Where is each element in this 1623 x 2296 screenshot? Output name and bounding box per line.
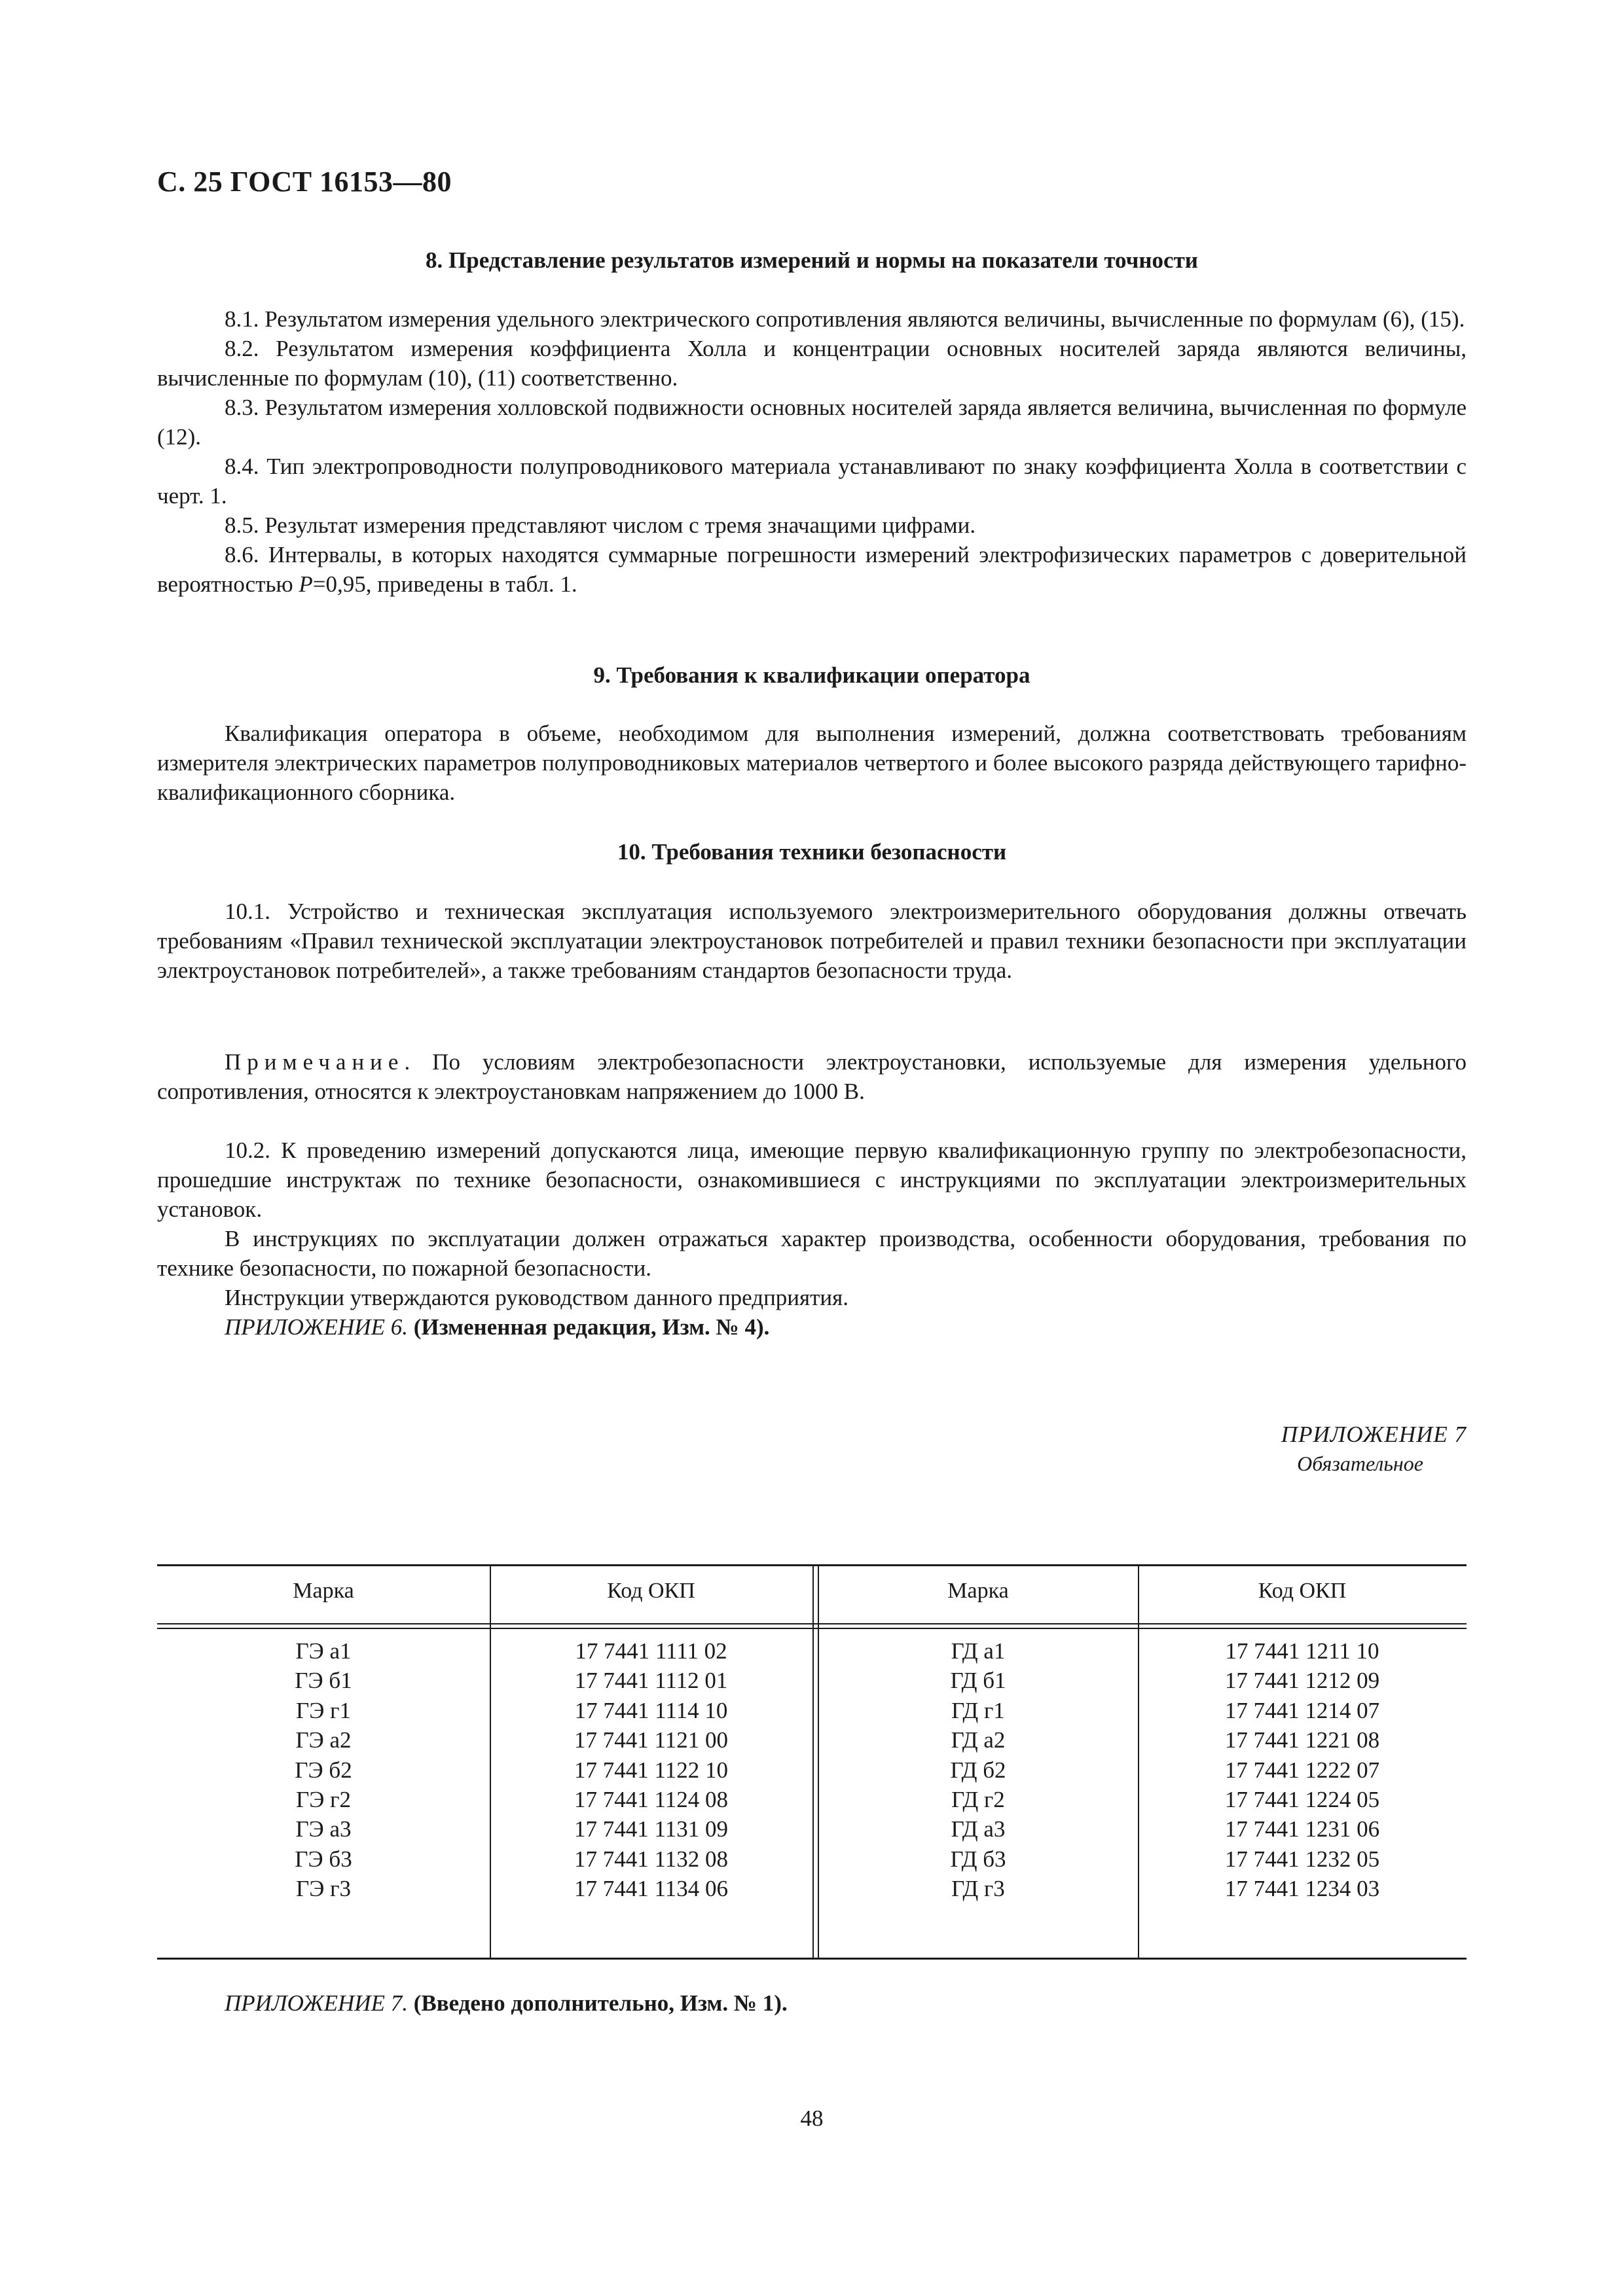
header-okp-right: Код ОКП xyxy=(1258,1579,1347,1603)
table-cell: 17 7441 1131 09 xyxy=(574,1816,728,1842)
paragraph-10-2: 10.2. К проведению измерений допускаются лица, имеющие первую квалификационную группу по электробезопасности, прошедшие инструктаж по технике безопасности, ознакомившиеся с инструкциями по эксплуатации электроизмерительных установок. xyxy=(157,1138,1467,1222)
paragraph-8-2: 8.2. Результатом измерения коэффициента Холла и концентрации основных носителей заряда являются величины, вычисленные по формулам (10), (11) соответственно. xyxy=(157,336,1467,391)
section-8-heading: 8. Представление результатов измерений и нормы на показатели точности xyxy=(426,247,1198,273)
table-cell: 17 7441 1124 08 xyxy=(574,1787,728,1813)
column-marks-right xyxy=(818,1636,1138,1904)
table-cell: 17 7441 1134 06 xyxy=(574,1876,728,1902)
appendix-7-footer xyxy=(157,1988,1467,2018)
section-9-heading: 9. Требования к квалификации оператора xyxy=(593,662,1030,688)
paragraph-8-4: 8.4. Тип электропроводности полупроводникового материала устанавливают по знаку коэффициента Холла в соответствии с черт. 1. xyxy=(157,454,1467,509)
table-cell: 17 7441 1231 06 xyxy=(1224,1816,1380,1842)
table-cell: 17 7441 1121 00 xyxy=(574,1727,728,1753)
table-cell: ГД г3 xyxy=(951,1876,1005,1902)
table-divider-2a xyxy=(812,1564,814,1960)
table-cell: 17 7441 1212 09 xyxy=(1224,1668,1380,1694)
paragraph-9-1: Квалификация оператора в объеме, необходимом для выполнения измерений, должна соответствовать требованиям измерителя электрических параметров полупроводниковых материалов четвертого и более высокого разряда действующего тарифно-квалификационного сборника. xyxy=(157,721,1467,805)
appendix-7-footer-label: ПРИЛОЖЕНИЕ 7. xyxy=(225,1990,408,2016)
column-codes-right xyxy=(1138,1636,1467,1904)
table-cell: 17 7441 1211 10 xyxy=(1225,1638,1379,1664)
running-header: С. 25 ГОСТ 16153—80 xyxy=(157,166,452,198)
appendix-6-label: ПРИЛОЖЕНИЕ 6. xyxy=(225,1314,408,1340)
appendix-7-note xyxy=(157,1988,1467,2018)
table-cell: ГЭ г2 xyxy=(296,1787,351,1813)
table-cell: 17 7441 1114 10 xyxy=(574,1697,728,1723)
section-9-body xyxy=(157,719,1467,807)
note-paragraph xyxy=(157,1047,1467,1106)
appendix-6-note xyxy=(157,1312,1467,1342)
paragraph-8-6 xyxy=(157,540,1467,599)
column-marks-left xyxy=(157,1636,490,1904)
table-cell: ГЭ а1 xyxy=(295,1638,352,1664)
appendix-6-text: (Измененная редакция, Изм. № 4). xyxy=(407,1314,770,1340)
table-cell: ГД б2 xyxy=(950,1757,1006,1783)
table-cell: 17 7441 1132 08 xyxy=(574,1846,728,1872)
note-label: Примечание xyxy=(225,1049,405,1075)
table-cell: 17 7441 1112 01 xyxy=(574,1668,728,1694)
table-cell: ГД б1 xyxy=(950,1668,1006,1694)
table-cell: ГЭ а2 xyxy=(295,1727,352,1753)
table-cell: 17 7441 1222 07 xyxy=(1224,1757,1380,1783)
table-cell: ГД г1 xyxy=(951,1697,1005,1723)
table-cell: 17 7441 1221 08 xyxy=(1224,1727,1380,1753)
table-cell: ГЭ г3 xyxy=(296,1876,351,1902)
section-10-body-1 xyxy=(157,897,1467,985)
paragraph-8-6-text-b: =0,95, приведены в табл. 1. xyxy=(312,571,577,597)
appendix-7-subtitle: Обязательное xyxy=(1297,1452,1423,1475)
paragraph-8-1: 8.1. Результатом измерения удельного электрического сопротивления являются величины, вычисленные по формулам (6), (15). xyxy=(225,306,1465,332)
table-header-rule-2 xyxy=(157,1628,1467,1629)
table-cell: ГЭ г1 xyxy=(296,1697,351,1723)
appendix-7-label: ПРИЛОЖЕНИЕ 7 xyxy=(1281,1422,1467,1447)
probability-variable: P xyxy=(299,571,313,597)
paragraph-8-6-text-a: 8.6. Интервалы, в которых находятся суммарные погрешности измерений электрофизических параметров с доверительной вероятностью xyxy=(157,542,1467,597)
table-cell: ГД а3 xyxy=(951,1816,1006,1842)
table-cell: 17 7441 1122 10 xyxy=(574,1757,728,1783)
table-cell: 17 7441 1111 02 xyxy=(575,1638,727,1664)
table-cell: ГД б3 xyxy=(950,1846,1006,1872)
section-10-note xyxy=(157,1047,1467,1106)
table-cell: 17 7441 1224 05 xyxy=(1224,1787,1380,1813)
column-codes-left xyxy=(490,1636,812,1904)
table-cell: ГЭ б2 xyxy=(295,1757,352,1783)
section-8-body xyxy=(157,304,1467,599)
table-top-rule xyxy=(157,1564,1467,1566)
section-10-body-2 xyxy=(157,1136,1467,1342)
table-cell: 17 7441 1234 03 xyxy=(1224,1876,1380,1902)
document-page xyxy=(157,0,1467,2296)
paragraph-10-1: 10.1. Устройство и техническая эксплуатация используемого электроизмерительного оборудования должны отвечать требованиям «Правил технической эксплуатации электроустановок потребителей и правил техники безопасности при эксплуатации электроустановок потребителей», а также требованиям стандартов безопасности труда. xyxy=(157,899,1467,983)
table-bottom-rule xyxy=(157,1958,1467,1960)
table-cell: 17 7441 1214 07 xyxy=(1224,1697,1380,1723)
paragraph-8-3: 8.3. Результатом измерения холловской подвижности основных носителей заряда является величина, вычисленная по формуле (12). xyxy=(157,395,1467,450)
okp-code-table xyxy=(157,1564,1467,1960)
table-cell: ГД а2 xyxy=(951,1727,1006,1753)
paragraph-10-3: В инструкциях по эксплуатации должен отражаться характер производства, особенности оборудования, требования по технике безопасности, по пожарной безопасности. xyxy=(157,1226,1467,1281)
table-header-rule-1 xyxy=(157,1623,1467,1624)
section-10-heading: 10. Требования техники безопасности xyxy=(617,839,1007,865)
page-number: 48 xyxy=(800,2106,824,2131)
table-cell: ГЭ а3 xyxy=(295,1816,352,1842)
table-cell: 17 7441 1232 05 xyxy=(1224,1846,1380,1872)
table-cell: ГЭ б3 xyxy=(295,1846,352,1872)
table-cell: ГД г2 xyxy=(951,1787,1005,1813)
note-text: . По условиям электробезопасности электроустановки, используемые для измерения удельного сопротивления, относятся к электроустановкам напряжением до 1000 В. xyxy=(157,1049,1467,1104)
paragraph-8-5: 8.5. Результат измерения представляют числом с тремя значащими цифрами. xyxy=(225,512,976,538)
header-mark-right: Марка xyxy=(947,1579,1009,1603)
table-cell: ГЭ б1 xyxy=(295,1668,352,1694)
paragraph-10-4: Инструкции утверждаются руководством данного предприятия. xyxy=(225,1285,848,1310)
header-okp-left: Код ОКП xyxy=(607,1579,695,1603)
appendix-7-footer-text: (Введено дополнительно, Изм. № 1). xyxy=(407,1990,788,2016)
header-mark-left: Марка xyxy=(293,1579,354,1603)
table-cell: ГД а1 xyxy=(951,1638,1006,1664)
